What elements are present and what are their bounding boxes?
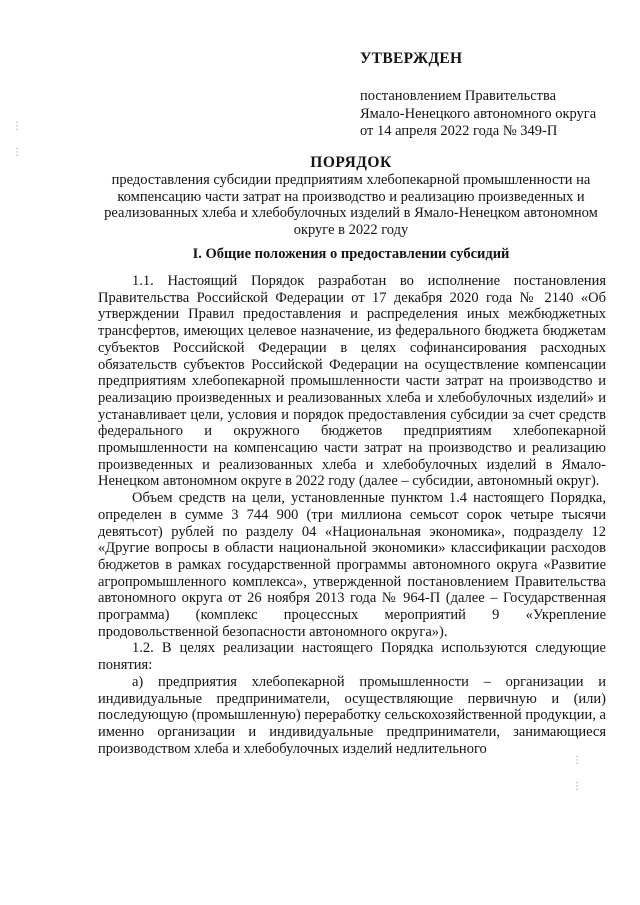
- approval-stamp-block: [360, 50, 620, 141]
- scan-artifact: ⋮: [12, 147, 22, 158]
- scan-artifact: ⋮: [572, 781, 582, 792]
- approval-line: постановлением Правительства: [360, 88, 557, 104]
- scan-artifact: ⋮: [12, 121, 22, 132]
- paragraph: 1.2. В целях реализации настоящего Порядка используются следующие понятия:: [98, 640, 606, 674]
- paragraph: 1.1. Настоящий Порядок разработан во исполнение постановления Правительства Российской Федерации от 17 декабря 2020 года № 2140 «Об утверждении Правил предоставления и распределения иных межбюджетных трансфертов, имеющих целевое назначение, из федерального бюджета бюджетам субъектов Российской Федерации в целях софинансирования расходных обязательств субъектов Российской Федерации на осуществление компенсации предприятиям хлебопекарной промышленности части затрат на производство и реализацию произведенных и реализованных хлеба и хлебобулочных изделий» и устанавливает цели, условия и порядок предоставления субсидии за счет средств федерального и окружного бюджетов предприятиям хлебопекарной промышленности на компенсацию части затрат на производство и реализацию произведенных и реализованных хлеба и хлебобулочных изделий в Ямало-Ненецком автономном округе в 2022 году (далее – субсидии, автономный округ).: [98, 273, 606, 490]
- document-body: [98, 273, 606, 757]
- document-subtitle: предоставления субсидии предприятиям хлебопекарной промышленности на компенсацию части затрат на производство и реализацию произведенных и реализованных хлеба и хлебобулочных изделий в Ямало-Ненецком автономном округе в 2022 году: [104, 172, 598, 238]
- scan-artifact: ⋮: [572, 755, 582, 766]
- approval-line: Ямало-Ненецкого автономного округа: [360, 105, 597, 122]
- section-heading: I. Общие положения о предоставлении субсидий: [192, 246, 510, 262]
- approval-line: от 14 апреля 2022 года № 349-П: [360, 123, 558, 139]
- paragraph: Объем средств на цели, установленные пунктом 1.4 настоящего Порядка, определен в сумме 3 744 900 (три миллиона семьсот сорок четыре тысячи девятьсот) рублей по разделу 04 «Национальная экономика», подразделу 12 «Другие вопросы в области национальной экономики» классификации расходов бюджетов в рамках государственной программы автономного округа «Развитие агропромышленного комплекса», утвержденной постановлением Правительства автономного округа от 26 ноября 2013 года № 964-П (далее – Государственная программа) (комплекс процессных мероприятий 9 «Укрепление продовольственной безопасности автономного округа»).: [98, 490, 606, 640]
- paragraph: а) предприятия хлебопекарной промышленности – организации и индивидуальные предприниматели, осуществляющие первичную и (или) последующую (промышленную) переработку сельскохозяйственной продукции, а именно организации и индивидуальные предприниматели, занимающиеся производством хлеба и хлебобулочных изделий недлительного: [98, 673, 606, 757]
- approval-heading: УТВЕРЖДЕН: [360, 50, 463, 67]
- document-title: ПОРЯДОК: [310, 154, 392, 171]
- document-title-block: [96, 154, 606, 238]
